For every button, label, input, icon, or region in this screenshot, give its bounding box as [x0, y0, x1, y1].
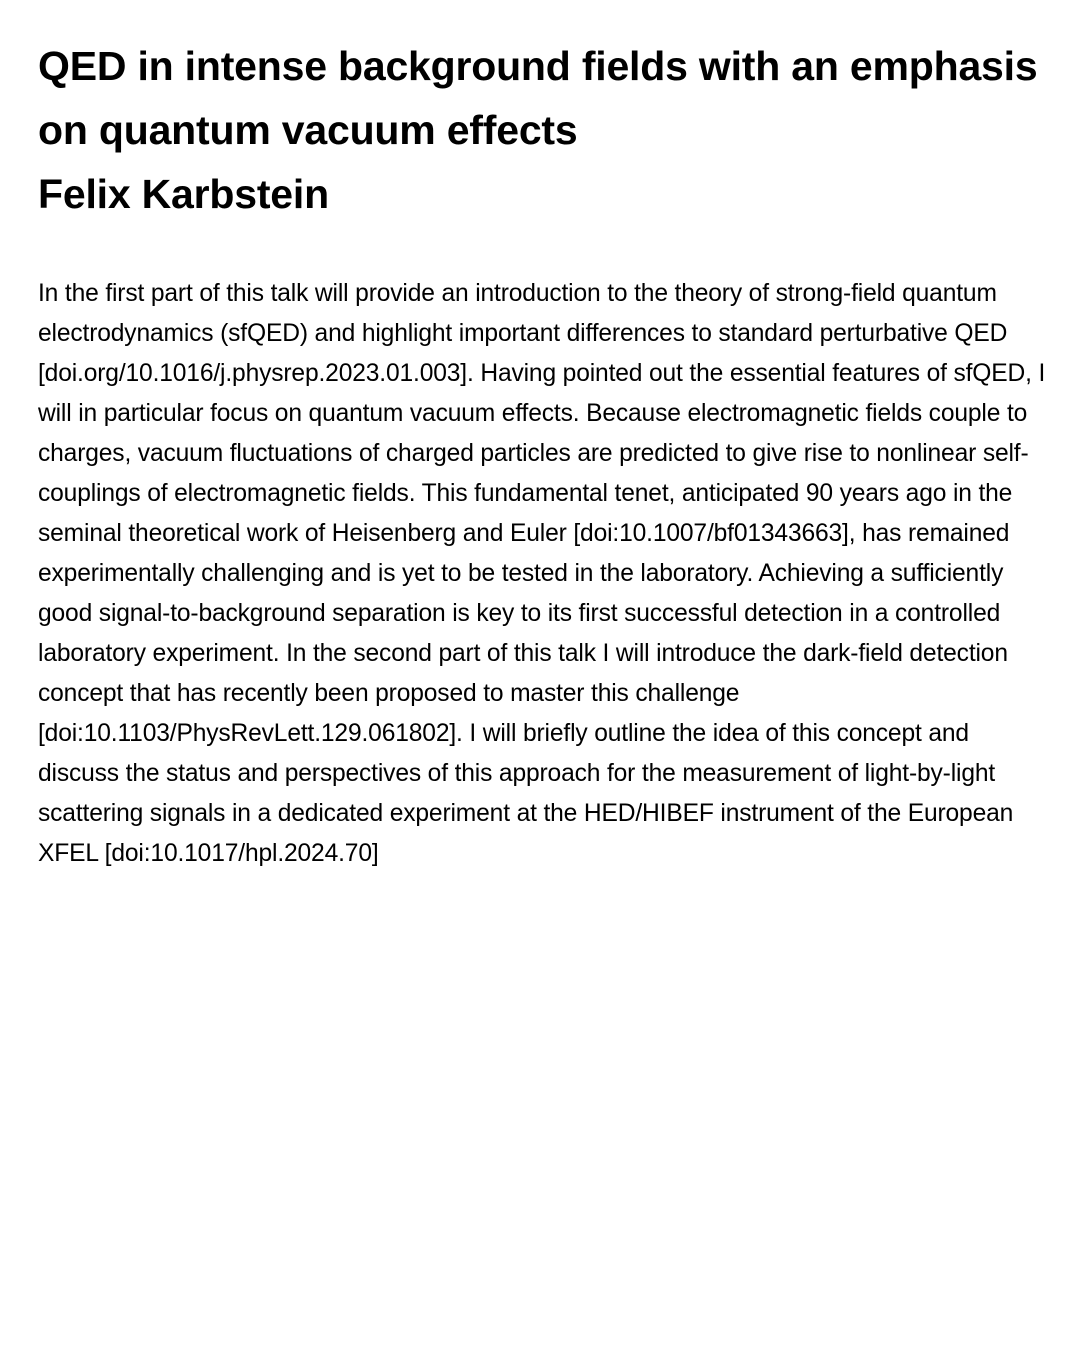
author-name: Felix Karbstein: [38, 171, 329, 217]
abstract-text: In the first part of this talk will provide an introduction to the theory of strong-field quantum electrodynamics (sfQED) and highlight important differences to standard perturbative QED [doi.org/10.1016/j.physrep.2023.01.003]. Having pointed out the essential features of sfQED, I will in particular focus on quantum vacuum effects. Because electromagnetic fields couple to charges, vacuum fluctuations of charged particles are predicted to give rise to nonlinear self-couplings of electromagnetic fields. This fundamental tenet, anticipated 90 years ago in the seminal theoretical work of Heisenberg and Euler [doi:10.1007/bf01343663], has remained experimentally challenging and is yet to be tested in the laboratory. Achieving a sufficiently good signal-to-background separation is key to its first successful detection in a controlled laboratory experiment. In the second part of this talk I will introduce the dark-field detection concept that has recently been proposed to master this challenge [doi:10.1103/PhysRevLett.129.061802]. I will briefly outline the idea of this concept and discuss the status and perspectives of this approach for the measurement of light-by-light scattering signals in a dedicated experiment at the HED/HIBEF instrument of the European XFEL [doi:10.1017/hpl.2024.70]: [38, 280, 1046, 867]
document-title: QED in intense background fields with an emphasis on quantum vacuum effects: [38, 43, 1038, 153]
